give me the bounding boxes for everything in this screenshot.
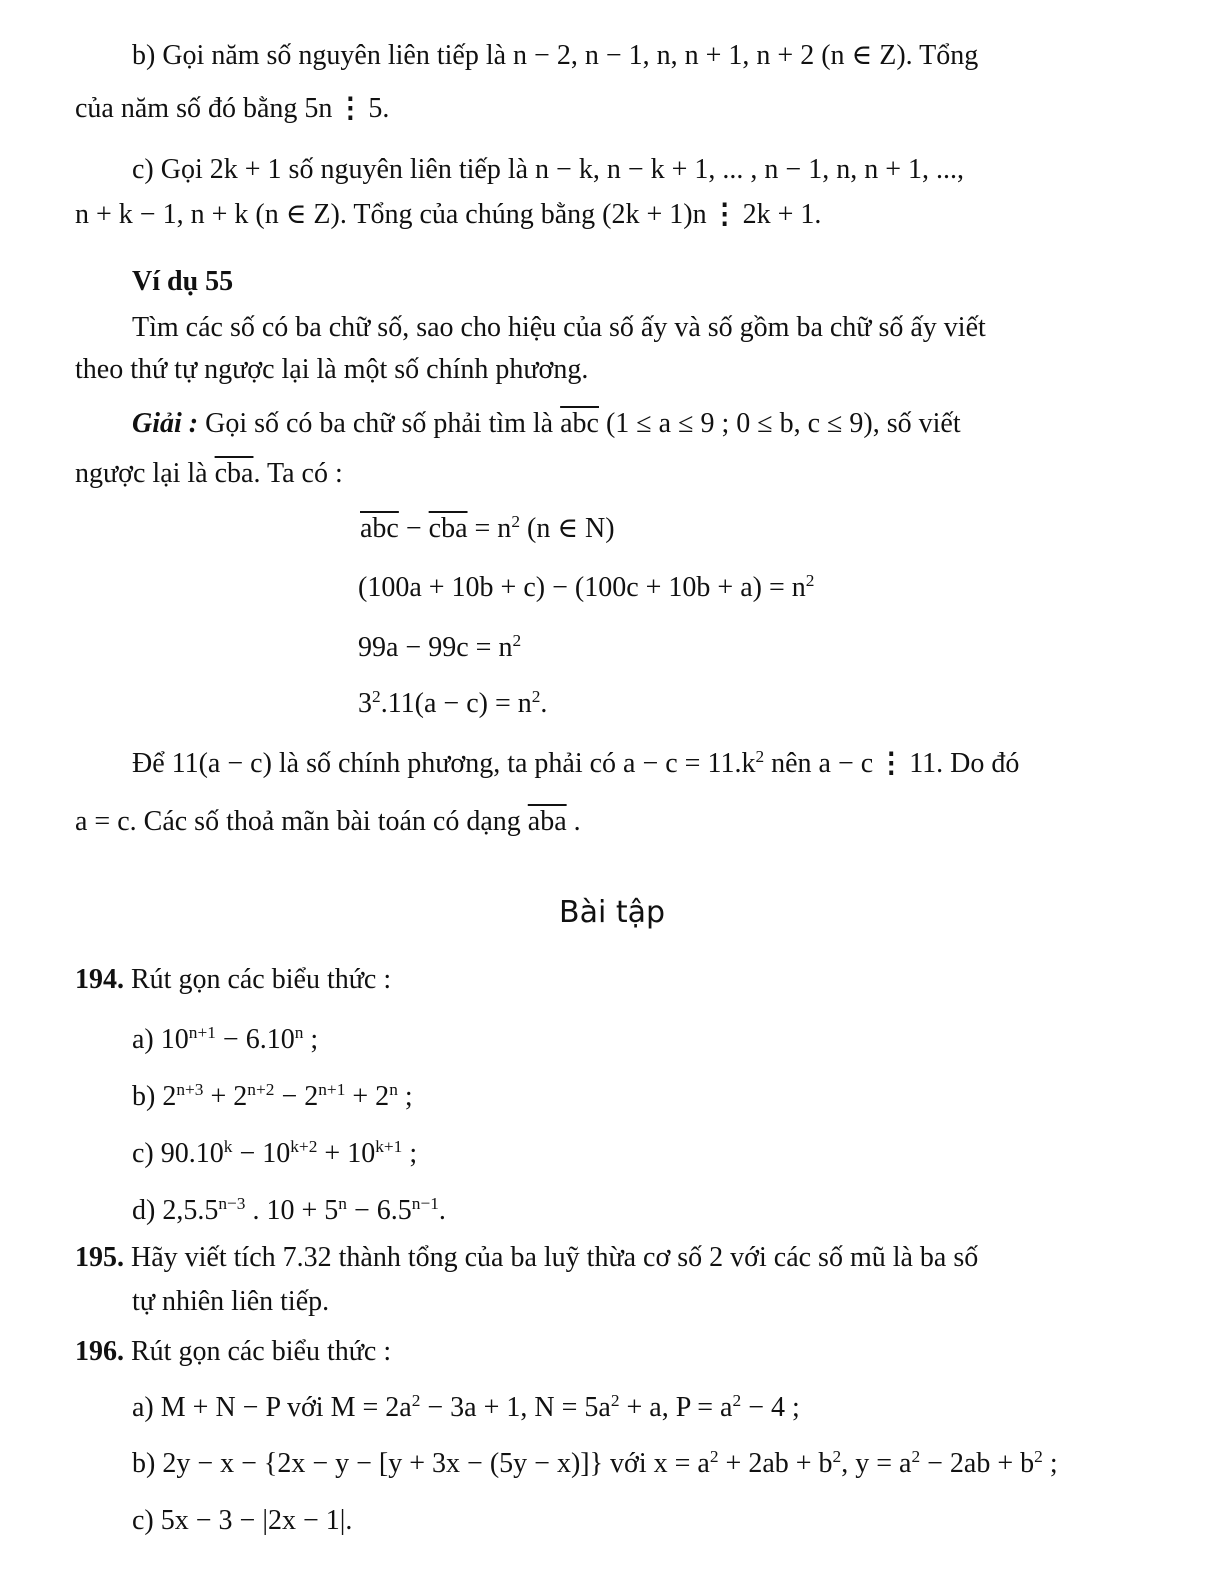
exercise-195-line-2: tự nhiên liên tiếp.: [132, 1286, 330, 1317]
equation-3: $99a - 99c = n^2$: [358, 631, 522, 663]
exercise-194c: c) $90.10^k - 10^{k+2} + 10^{k+1}$ ;: [132, 1137, 418, 1169]
exercise-number: 195.: [75, 1242, 124, 1273]
example-title: Ví dụ 55: [132, 266, 234, 297]
equation-1: $\overline{abc} - \overline{cba} = n^2$ (n ∈ N): [360, 512, 615, 544]
exercise-194d: d) $2,5.5^{n-3}$ . $10 + 5^n - 6.5^{n-1}$.: [132, 1194, 446, 1226]
exercise-196: 196. Rút gọn các biểu thức :: [75, 1336, 392, 1367]
part-b-line-1: b) Gọi năm số nguyên liên tiếp là n − 2, n − 1, n, n + 1, n + 2 (n ∈ Z). Tổng: [132, 40, 979, 71]
exercise-196a: a) M + N − P với $M = 2a^2 - 3a + 1$, $N = 5a^2 + a$, $P = a^2 - 4$ ;: [132, 1391, 800, 1423]
equation-4: $3^2.11(a - c) = n^2$.: [358, 687, 548, 719]
exercise-number: 194.: [75, 964, 124, 995]
number-abc: $\overline{abc}$: [560, 408, 599, 439]
divides-symbol: ⋮: [877, 748, 906, 779]
part-c-line-1: c) Gọi 2k + 1 số nguyên liên tiếp là n − k, n − k + 1, ... , n − 1, n, n + 1, ...,: [132, 154, 965, 185]
part-c-line-2: n + k − 1, n + k (n ∈ Z). Tổng của chúng bằng (2k + 1)n ⋮ 2k + 1.: [75, 199, 822, 230]
divides-symbol: ⋮: [336, 93, 365, 124]
exercise-196b: b) 2y − x − {2x − y − [y + 3x − (5y − x)]} với $x = a^2 + 2ab + b^2$, $y = a^2 - 2ab + b^2$ ;: [132, 1447, 1058, 1479]
example-text-line-2: theo thứ tự ngược lại là một số chính phương.: [75, 354, 589, 385]
exercise-194b: b) $2^{n+3} + 2^{n+2} - 2^{n+1} + 2^n$ ;: [132, 1080, 413, 1112]
conclusion-line-1: Để 11(a − c) là số chính phương, ta phải có $a - c = 11.k^2$ nên a − c ⋮ 11. Do đó: [132, 747, 1020, 779]
exercise-194a: a) $10^{n+1} - 6.10^n$ ;: [132, 1023, 319, 1055]
exercises-heading: Bài tập: [558, 895, 666, 930]
number-aba: $\overline{aba}$: [527, 806, 567, 837]
exercise-194: 194. Rút gọn các biểu thức :: [75, 964, 392, 995]
part-b-line-2: của năm số đó bằng 5n ⋮ 5.: [75, 93, 390, 124]
equation-2: $(100a + 10b + c) - (100c + 10b + a) = n^2$: [358, 571, 815, 603]
conclusion-line-2: a = c. Các số thoả mãn bài toán có dạng $\overline{aba}$ .: [75, 806, 581, 837]
solution-line-1: Giải : Gọi số có ba chữ số phải tìm là $\overline{abc}$ (1 ≤ a ≤ 9 ; 0 ≤ b, c ≤ 9), số viết: [132, 408, 961, 439]
exercise-196c: c) 5x − 3 − |2x − 1|.: [132, 1505, 353, 1536]
number-cba: $\overline{cba}$: [214, 458, 254, 489]
exercise-195-line-1: 195. Hãy viết tích 7.32 thành tổng của ba luỹ thừa cơ số 2 với các số mũ là ba số: [75, 1242, 979, 1273]
example-text-line-1: Tìm các số có ba chữ số, sao cho hiệu của số ấy và số gồm ba chữ số ấy viết: [132, 312, 986, 343]
solution-label: Giải :: [132, 408, 199, 439]
exercise-number: 196.: [75, 1336, 124, 1367]
divides-symbol: ⋮: [710, 199, 739, 230]
solution-line-2: ngược lại là $\overline{cba}$. Ta có :: [75, 458, 343, 489]
